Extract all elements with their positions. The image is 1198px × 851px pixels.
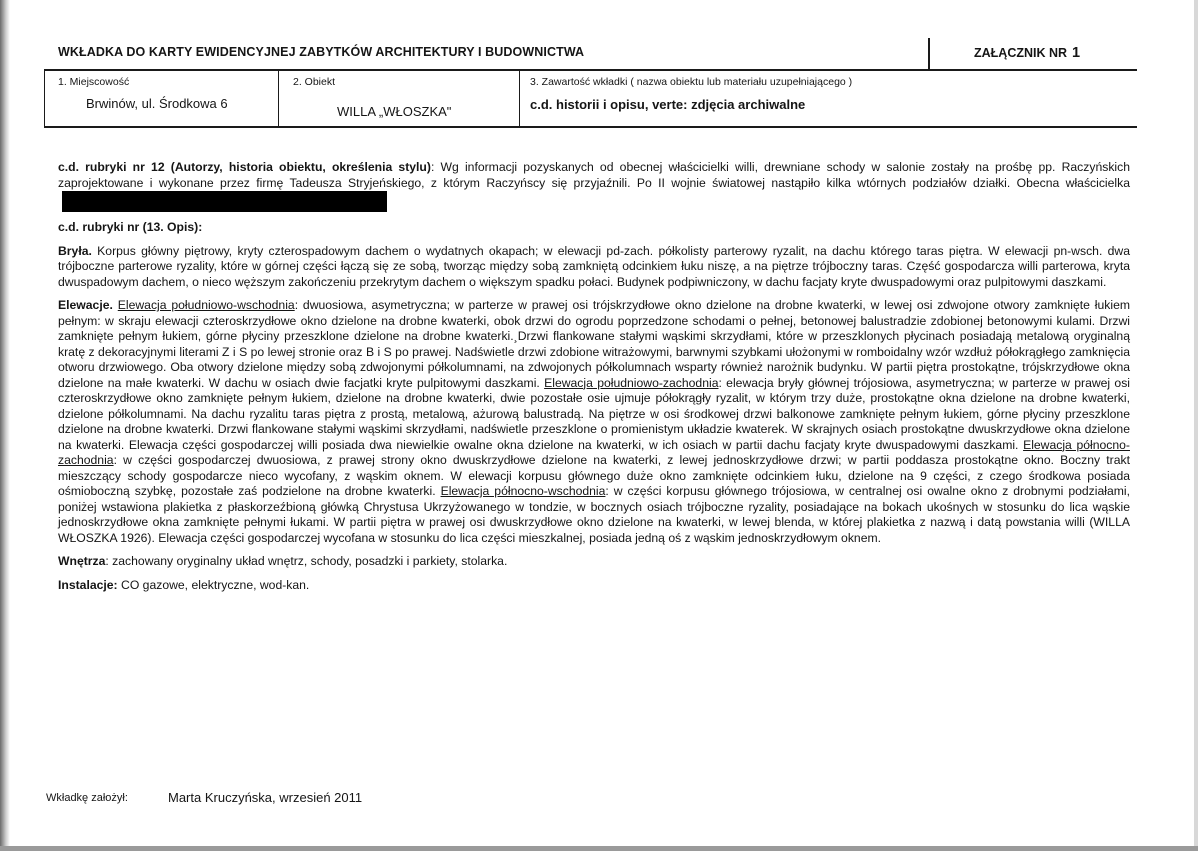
object-value: WILLA „WŁOSZKA" bbox=[337, 104, 452, 119]
author-value: Marta Kruczyńska, wrzesień 2011 bbox=[168, 790, 363, 805]
elevation-nw-heading: Elewacja północno-zachodnia bbox=[58, 437, 1130, 467]
scan-edge-bottom bbox=[0, 846, 1198, 851]
author-label: Wkładkę założył: bbox=[46, 792, 128, 804]
locality-label: 1. Miejscowość bbox=[58, 76, 130, 88]
scan-edge-left bbox=[0, 0, 10, 851]
elevation-se-text: : dwuosiowa, asymetryczna; w parterze w prawej osi trójskrzydłowe okno dzielone na drobne kwaterki, w lewej osi zdwojone otwory zamknięte łukiem pełnym: w skraju elewacji czteroskrzydłowe okno dzielone na drobne kwaterki, obok drzwi do ogrodu poprzedzone schodami o pełnej, betonowej balustradzie zdobionej betonowymi kulami. Drzwi zamknięte pełnym łukiem, górne płyciny przeszklone dzielone na drobne kwaterki.¸Drzwi flankowane stałymi wąskimi skrzydłami, które w przeszklonych płycinach posiadają metalową oryginalną kratę z dekoracyjnymi literami Z i S po lewej stronie oraz B i S po prawej. Nadświetle drzwi zdobione witrażowymi, barwnymi szybkami ułożonymi w romboidalny wzór wzdłuż półokrągłego zamknięcia otworu drzwiowego. Oba otwory dzielone między sobą zdwojonymi półkolumnami, na zdwojonych półkolumnach wsparty również narożnik budynku. W partii piętra prostokątne, trójskrzydłowe okna dzielone na małe kwaterki. W dachu w osiach dwie facjatki kryte pulpitowymi daszkami. bbox=[58, 298, 1130, 390]
elevation-sw-heading: Elewacja południowo-zachodnia bbox=[544, 375, 719, 390]
elewacje-paragraph bbox=[58, 298, 1130, 546]
history-paragraph bbox=[58, 160, 1130, 212]
opis-heading: c.d. rubryki nr (13. Opis): bbox=[58, 220, 203, 234]
redaction-bar bbox=[62, 191, 387, 212]
wnetrza-paragraph bbox=[58, 554, 1130, 570]
cell-divider-3 bbox=[519, 70, 520, 127]
bryla-text: Korpus główny piętrowy, kryty czterospadowym dachem o wydatnych okapach; w elewacji pd-zach. półkolisty parterowy ryzalit, na dachu którego taras piętra. W elewacji pn-wsch. dwa trójboczne parterowe ryzality, które w górnej części łączą się ze sobą, tworząc między sobą zamkniętą odcinkiem łuku niszę, a na piętrze trójboczny taras. Część gospodarcza willi parterowa, kryta dwuspadowym dachem, o nieco węższym zakończeniu przekrytym dachem o większym spadku połaci. Budynek podpiwniczony, w dachu facjaty kryte dwuspadowymi oraz pulpitowymi daszkami. bbox=[58, 243, 1130, 289]
cell-divider-1 bbox=[44, 70, 45, 127]
wnetrza-label: Wnętrza bbox=[58, 554, 106, 568]
instalacje-paragraph bbox=[58, 578, 1130, 594]
history-text: : Wg informacji pozyskanych od obecnej właścicielki willi, drewniane schody w salonie zostały na prośbę pp. Raczyńskich zaprojektowane i wykonane przez firmę Tadeusza Stryjeńskiego, z którym Raczyńscy się przyjaźnili. Po II wojnie światowej nastąpiło kilka wtórnych podziałów działki. Obecna właścicielka bbox=[58, 160, 1130, 190]
annex-label bbox=[974, 45, 1080, 61]
instalacje-text: CO gazowe, elektryczne, wod-kan. bbox=[117, 577, 310, 592]
bryla-paragraph bbox=[58, 244, 1130, 291]
elevation-sw-text: : elewacja bryły głównej trójosiowa, asymetryczna; w parterze w prawej osi czteroskrzydłowe okno zamknięte pełnym łukiem, dzielone na drobne kwaterki, dwie pozostałe osie ujmuje półokrągły ryzalit, w którym trzy duże, prostokątne okna dzielone na drobne kwaterki, dzielone półkolumnami. Na dachu ryzalitu taras piętra z prostą, metalową, ażurową balustradą. Na piętrze w osi środkowej drzwi balkonowe zamknięte pełnym łukiem, górne płyciny przeszklone dzielone na drobne kwaterki. Drzwi flankowane stałymi wąskimi skrzydłami, nadświetle przeszklone o promienistym układzie kwaterek. W skrajnych osiach prostokątne dwuskrzydłowe okna dzielone na kwaterki. Elewacja części gospodarczej willi posiada dwa niewielkie owalne okna dzielone na kwaterki, w ich osiach w partii dachu facjaty kryte dwuspadowymi daszkami. bbox=[58, 375, 1131, 452]
annex-label-text: ZAŁĄCZNIK NR bbox=[974, 46, 1068, 60]
elevation-ne-text: : w części korpusu głównego trójosiowa, w centralnej osi owalne okno z drobnymi podziałami, poniżej wstawiona plakietka z płaskorzeźbioną główką Chrystusa Ukrzyżowanego w tondzie, w bocznych osiach trójboczne ryzality, posiadające na bokach ukośnych w stosunku do lica wąskie jednoskrzydłowe okna zamknięte pełnymi łukami. W partii piętra w prawej osi dwuskrzydłowe okno dzielone na kwaterki, w lewej blenda, w której plakietka z nazwą i datą powstania willi (WILLA WŁOSZKA 1926). Elewacja części gospodarczej wycofana w stosunku do lica części mieszkalnej, posiada jedną oś z wąskim jednoskrzydłowym oknem. bbox=[58, 484, 1130, 545]
object-label: 2. Obiekt bbox=[293, 76, 336, 88]
content-value: c.d. historii i opisu, verte: zdjęcia archiwalne bbox=[530, 97, 806, 112]
locality-value: Brwinów, ul. Środkowa 6 bbox=[86, 96, 228, 111]
cell-divider-2 bbox=[278, 70, 279, 127]
scan-edge-right bbox=[1194, 0, 1198, 851]
header-rule-top bbox=[44, 69, 1137, 71]
opis-heading-paragraph bbox=[58, 220, 1130, 236]
elevation-nw-text: : w części gospodarczej dwuosiowa, z prawej strony okno dwuskrzydłowe dzielone na kwaterki, z lewej jednoskrzydłowe drzwi; w partii poddasza prostokątne okno. Boczny trakt mieszczący schody gospodarcze nieco wycofany, z wąskim oknem. W elewacji korpusu głównego duże okno zamknięte odcinkiem łuku, dzielone na 9 części, z czego środkowa posiada ośmioboczną szybkę, pozostałe zaś podzielone na drobne kwaterki. bbox=[58, 453, 1130, 498]
wnetrza-text: : zachowany oryginalny układ wnętrz, schody, posadzki i parkiety, stolarka. bbox=[105, 554, 508, 568]
header-rule-bottom bbox=[44, 126, 1137, 128]
elevation-se-heading: Elewacja południowo-wschodnia bbox=[117, 298, 295, 312]
history-heading: c.d. rubryki nr 12 (Autorzy, historia obiektu, określenia stylu) bbox=[58, 160, 431, 174]
header-divider-vertical bbox=[928, 38, 930, 70]
content-label: 3. Zawartość wkładki ( nazwa obiektu lub materiału uzupełniającego ) bbox=[530, 76, 853, 88]
form-title: WKŁADKA DO KARTY EWIDENCYJNEJ ZABYTKÓW ARCHITEKTURY I BUDOWNICTWA bbox=[58, 45, 585, 59]
instalacje-label: Instalacje: bbox=[58, 577, 118, 592]
description-content bbox=[58, 160, 1130, 593]
annex-number: 1 bbox=[1072, 45, 1081, 61]
bryla-label: Bryła. bbox=[58, 243, 92, 258]
elewacje-label: Elewacje. bbox=[58, 298, 113, 312]
elevation-ne-heading: Elewacja północno-wschodnia bbox=[440, 484, 606, 498]
